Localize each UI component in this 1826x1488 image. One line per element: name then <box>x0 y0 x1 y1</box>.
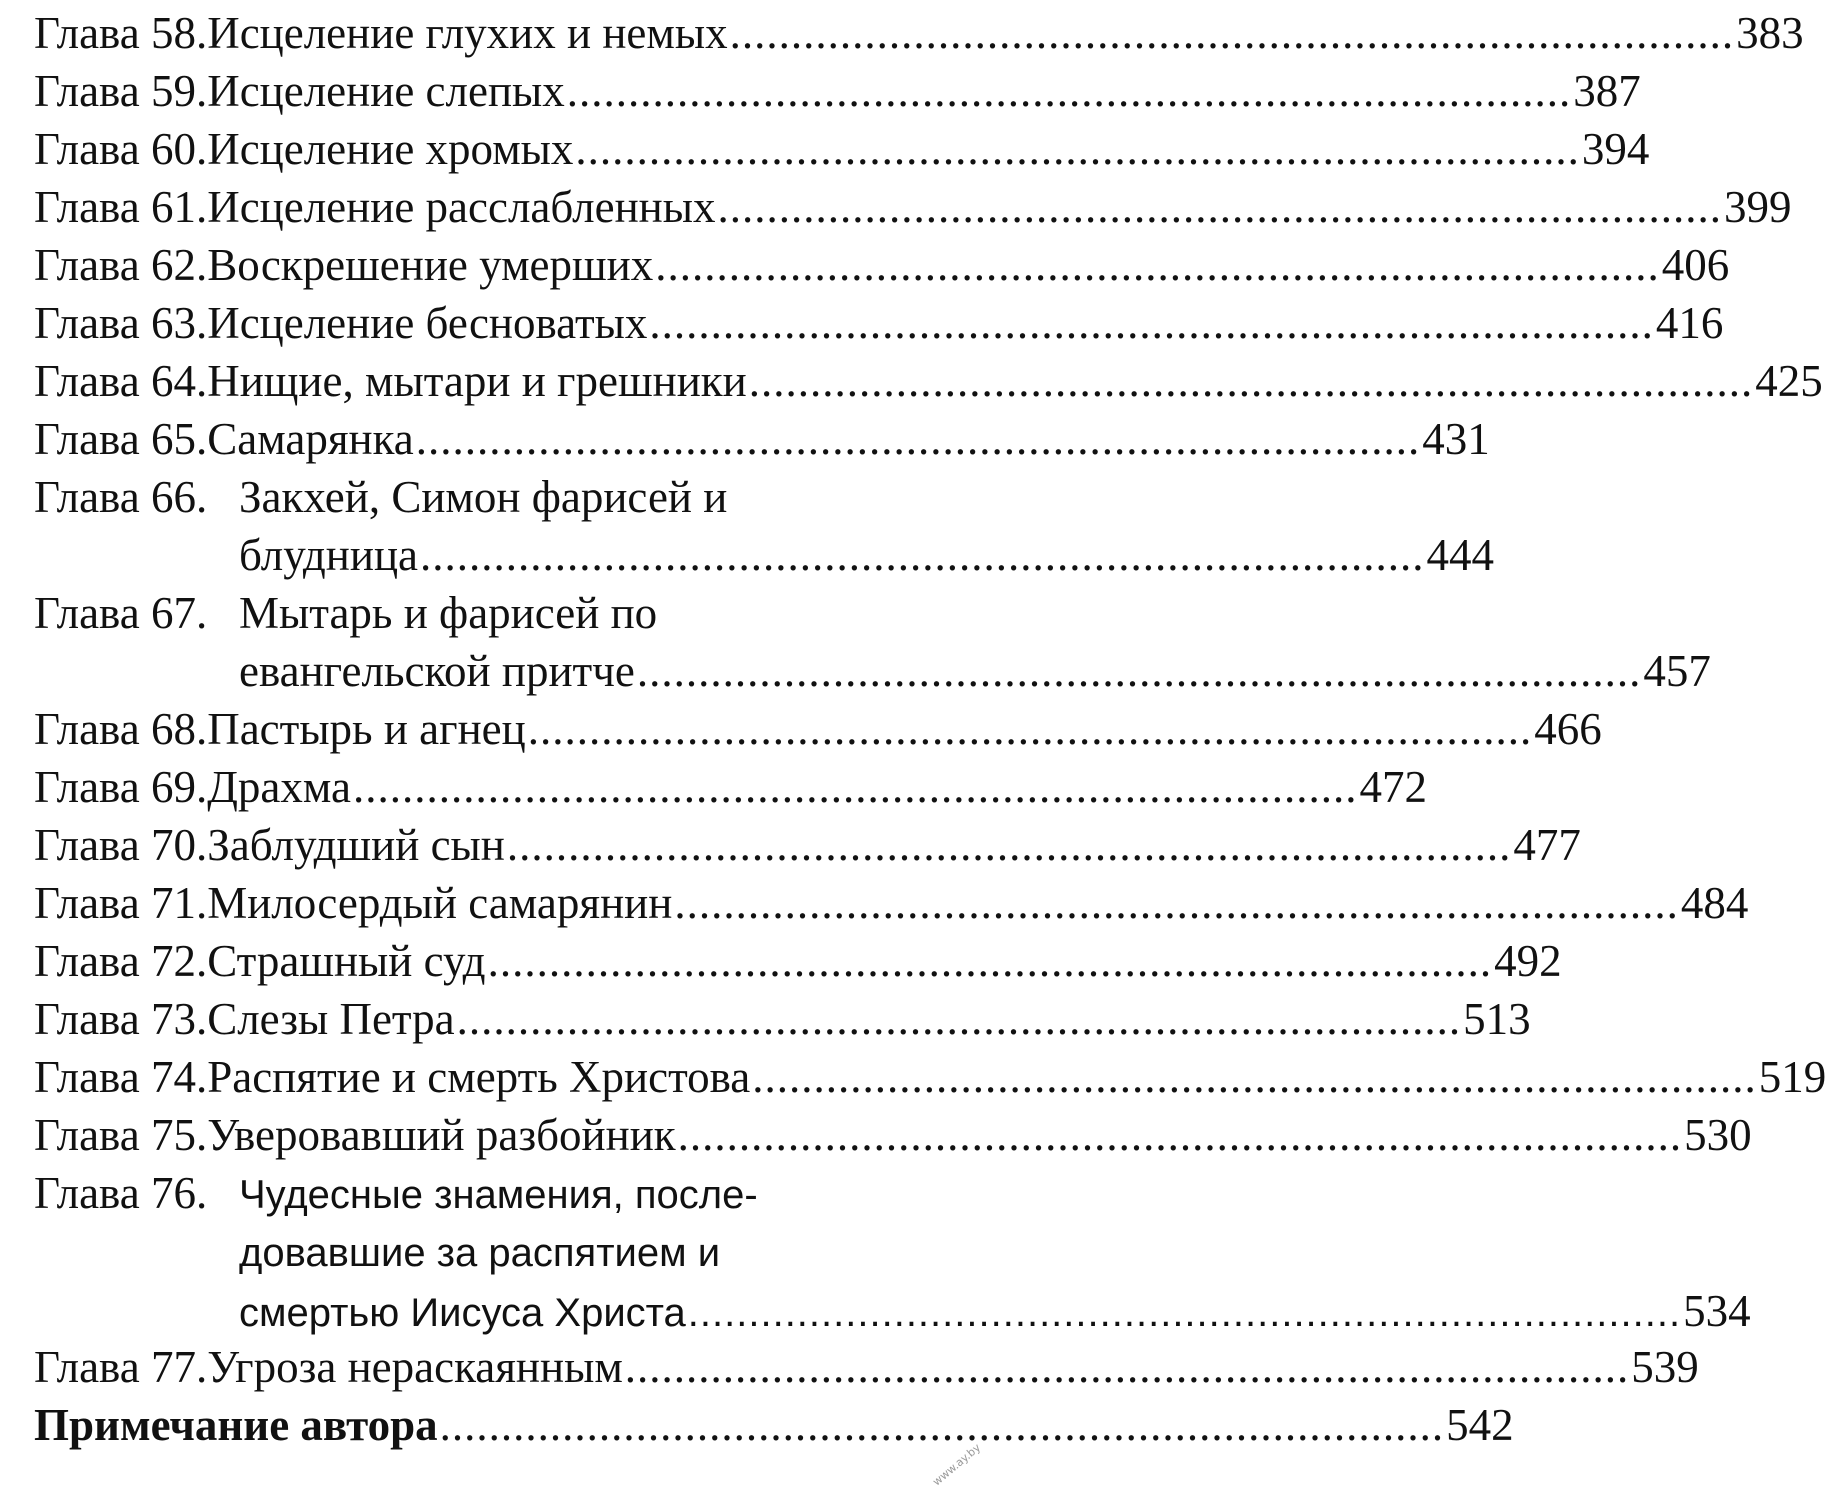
notes-title: Примечание автора <box>34 1400 438 1450</box>
toc-entry <box>34 120 1650 178</box>
page-number: 383 <box>1736 8 1804 58</box>
dot-leader: .................................................................................. <box>439 1400 1445 1450</box>
chapter-title: Исцеление бесноватых <box>207 298 648 348</box>
page-number: 457 <box>1643 646 1711 696</box>
page-number: 472 <box>1359 762 1428 812</box>
chapter-title: Пастырь и агнец <box>207 704 526 754</box>
chapter-number: Глава 76. <box>34 1168 208 1218</box>
page-number: 416 <box>1655 298 1724 348</box>
chapter-title: Угроза нераскаянным <box>207 1342 623 1392</box>
dot-leader: .................................................................................. <box>674 878 1679 928</box>
dot-leader: .................................................................................. <box>649 298 1654 348</box>
toc-entry <box>34 236 1730 294</box>
chapter-number: Глава 62. <box>34 240 208 290</box>
page-number: 444 <box>1426 530 1495 580</box>
chapter-number: Глава 64. <box>34 356 208 406</box>
dot-leader: .................................................................................. <box>748 356 1754 406</box>
dot-leader: .................................................................................. <box>752 1052 1757 1102</box>
chapter-title-line: Закхей, Симон фарисей и <box>239 472 728 522</box>
chapter-title: Распятие и смерть Христова <box>207 1052 751 1102</box>
chapter-title: Исцеление глухих и немых <box>207 8 728 58</box>
page-number: 399 <box>1724 182 1792 232</box>
dot-leader: .................................................................................. <box>487 936 1493 986</box>
chapter-number: Глава 75. <box>34 1110 208 1160</box>
chapter-number: Глава 74. <box>34 1052 208 1102</box>
chapter-number: Глава 65. <box>34 414 208 464</box>
dot-leader: .................................................................................. <box>624 1342 1630 1392</box>
page-number: 425 <box>1755 356 1823 406</box>
toc-entry <box>34 352 1823 410</box>
page-number: 492 <box>1494 936 1562 986</box>
chapter-number: Глава 66. <box>34 472 208 522</box>
dot-leader: .................................................................................. <box>677 1110 1683 1160</box>
chapter-title-line: Чудесные знамения, после- <box>239 1173 758 1217</box>
dot-leader: .................................................................................. <box>717 182 1722 232</box>
page-number: 513 <box>1463 994 1531 1044</box>
toc-entry <box>34 758 1428 816</box>
page-number: 477 <box>1513 820 1581 870</box>
chapter-title: Исцеление хромых <box>207 124 574 174</box>
chapter-number: Глава 67. <box>34 588 208 638</box>
page-number: 387 <box>1573 66 1641 116</box>
dot-leader: .................................................................................. <box>575 124 1580 174</box>
chapter-title: Нищие, мытари и грешники <box>207 356 747 406</box>
toc-entry <box>34 932 1562 990</box>
toc-entry <box>34 700 1602 758</box>
toc-entry <box>34 1338 1699 1396</box>
toc-entry <box>34 410 1490 468</box>
chapter-title: Драхма <box>207 762 352 812</box>
chapter-title-line: смертью Иисуса Христа <box>239 1291 686 1335</box>
page-number: 394 <box>1581 124 1650 174</box>
chapter-number: Глава 58. <box>34 8 208 58</box>
chapter-title: Уверовавший разбойник <box>207 1110 676 1160</box>
toc-entry <box>34 584 1711 700</box>
chapter-number: Глава 63. <box>34 298 208 348</box>
page-number: 431 <box>1422 414 1490 464</box>
page-number: 530 <box>1684 1110 1752 1160</box>
chapter-number: Глава 59. <box>34 66 208 116</box>
dot-leader: .................................................................................. <box>420 530 1425 580</box>
chapter-title: Исцеление слепых <box>207 66 565 116</box>
dot-leader: .................................................................................. <box>353 762 1358 812</box>
chapter-title: Воскрешение умерших <box>207 240 654 290</box>
toc-entry <box>34 468 1495 584</box>
toc-entry <box>34 990 1531 1048</box>
chapter-title-line: евангельской притче <box>239 646 635 696</box>
toc-entry <box>34 294 1724 352</box>
page-number: 539 <box>1631 1342 1699 1392</box>
toc-entry <box>34 62 1641 120</box>
chapter-number: Глава 73. <box>34 994 208 1044</box>
chapter-title: Исцеление расслабленных <box>207 182 716 232</box>
toc-entry <box>34 874 1749 932</box>
dot-leader: .................................................................................. <box>687 1291 1682 1335</box>
chapter-title: Милосердый самарянин <box>207 878 673 928</box>
dot-leader: .................................................................................. <box>636 646 1642 696</box>
chapter-number: Глава 68. <box>34 704 208 754</box>
chapter-number: Глава 72. <box>34 936 208 986</box>
chapter-title-line: Мытарь и фарисей по <box>239 588 658 638</box>
chapter-title: Самарянка <box>207 414 414 464</box>
chapter-number: Глава 60. <box>34 124 208 174</box>
toc-entry <box>34 1396 1514 1454</box>
chapter-number: Глава 71. <box>34 878 208 928</box>
toc-entry <box>34 178 1792 236</box>
chapter-number: Глава 61. <box>34 182 208 232</box>
dot-leader: .................................................................................. <box>655 240 1660 290</box>
page-number: 542 <box>1446 1400 1514 1450</box>
chapter-number: Глава 70. <box>34 820 208 870</box>
toc-entry <box>34 1164 1751 1342</box>
page-number: 466 <box>1534 704 1602 754</box>
chapter-title-line: довавшие за распятием и <box>239 1231 721 1275</box>
dot-leader: .................................................................................. <box>527 704 1533 754</box>
dot-leader: .................................................................................. <box>566 66 1572 116</box>
page-number: 406 <box>1661 240 1730 290</box>
page-number: 534 <box>1683 1286 1751 1336</box>
toc-entry <box>34 1106 1752 1164</box>
toc-entry <box>34 816 1581 874</box>
dot-leader: .................................................................................. <box>506 820 1512 870</box>
dot-leader: .................................................................................. <box>729 8 1735 58</box>
dot-leader: .................................................................................. <box>415 414 1421 464</box>
chapter-title: Заблудший сын <box>207 820 505 870</box>
chapter-number: Глава 69. <box>34 762 208 812</box>
dot-leader: .................................................................................. <box>456 994 1462 1044</box>
chapter-number: Глава 77. <box>34 1342 208 1392</box>
watermark: www.ay.by <box>930 1441 983 1488</box>
chapter-title-line: блудница <box>239 530 419 580</box>
toc-entry <box>34 1048 1826 1106</box>
chapter-title: Страшный суд <box>207 936 486 986</box>
chapter-title: Слезы Петра <box>207 994 455 1044</box>
page-number: 519 <box>1758 1052 1826 1102</box>
page-number: 484 <box>1680 878 1749 928</box>
toc-entry <box>34 4 1804 62</box>
